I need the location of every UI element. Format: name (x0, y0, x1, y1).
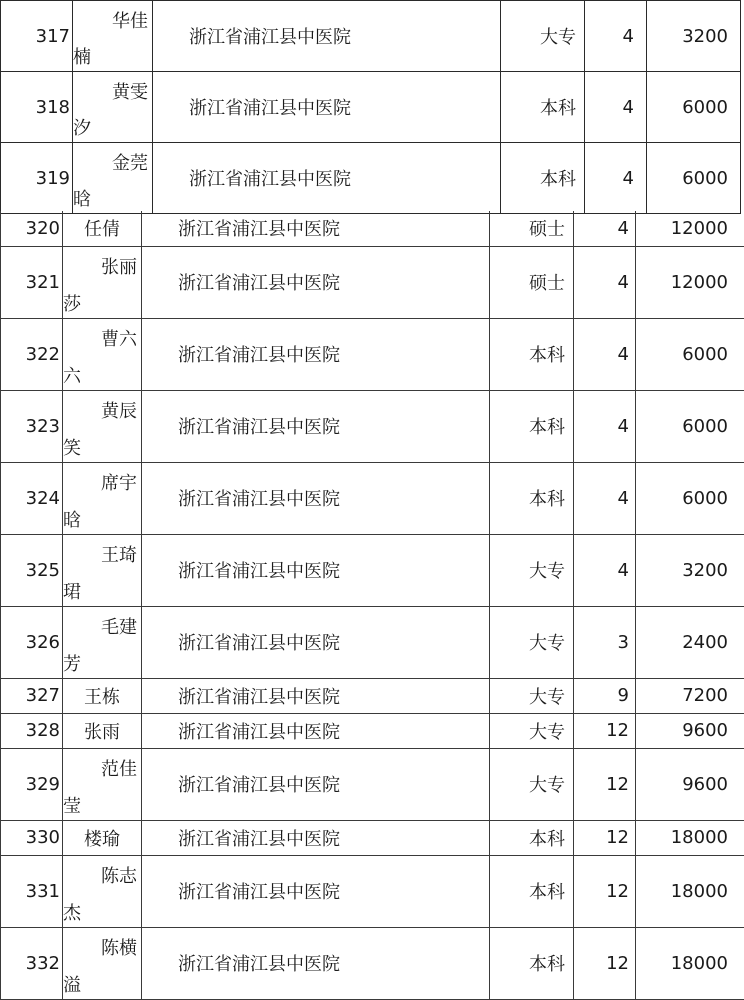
person-name (63, 713, 142, 748)
table-row (1, 534, 744, 606)
person-name (63, 318, 142, 390)
amount: 12000 (636, 246, 744, 318)
name-line-1: 席宇 (101, 469, 137, 495)
degree: 硕士 (490, 246, 574, 318)
degree: 大专 (490, 534, 574, 606)
name-line-2: 溢 (63, 971, 81, 997)
name-text: 任倩 (63, 215, 141, 241)
row-number: 320 (1, 211, 63, 246)
years: 4 (574, 246, 636, 318)
name-line-2: 芳 (63, 650, 81, 676)
row-number: 329 (1, 748, 63, 820)
amount: 3200 (647, 1, 741, 72)
years: 4 (585, 1, 647, 72)
name-text: 张雨 (63, 718, 141, 744)
degree: 本科 (490, 318, 574, 390)
name-line-1: 陈志 (101, 862, 137, 888)
person-name (73, 1, 153, 72)
organization: 浙江省浦江县中医院 (142, 318, 490, 390)
amount: 6000 (636, 462, 744, 534)
row-number: 318 (1, 72, 73, 143)
organization: 浙江省浦江县中医院 (142, 534, 490, 606)
organization: 浙江省浦江县中医院 (153, 143, 501, 214)
organization: 浙江省浦江县中医院 (142, 927, 490, 999)
person-name (63, 820, 142, 855)
organization: 浙江省浦江县中医院 (142, 246, 490, 318)
name-line-1: 华佳 (112, 7, 148, 33)
person-name (63, 246, 142, 318)
years: 4 (585, 72, 647, 143)
degree: 硕士 (490, 211, 574, 246)
years: 12 (574, 748, 636, 820)
name-line-1: 黄辰 (101, 397, 137, 423)
organization: 浙江省浦江县中医院 (142, 211, 490, 246)
organization: 浙江省浦江县中医院 (142, 606, 490, 678)
amount: 3200 (636, 534, 744, 606)
degree: 大专 (490, 748, 574, 820)
name-line-2: 楠 (73, 43, 91, 69)
table-row (1, 748, 744, 820)
years: 12 (574, 713, 636, 748)
degree: 本科 (490, 855, 574, 927)
row-number: 331 (1, 855, 63, 927)
name-line-2: 莎 (63, 290, 81, 316)
name-line-1: 范佳 (101, 755, 137, 781)
amount: 9600 (636, 713, 744, 748)
years: 9 (574, 678, 636, 713)
organization: 浙江省浦江县中医院 (142, 390, 490, 462)
years: 4 (574, 462, 636, 534)
name-line-1: 曹六 (101, 325, 137, 351)
person-name (63, 678, 142, 713)
person-name (63, 462, 142, 534)
table-row (1, 713, 744, 748)
years: 4 (574, 534, 636, 606)
years: 12 (574, 855, 636, 927)
amount: 2400 (636, 606, 744, 678)
row-number: 317 (1, 1, 73, 72)
person-name (63, 606, 142, 678)
amount: 12000 (636, 211, 744, 246)
row-number: 323 (1, 390, 63, 462)
degree: 大专 (501, 1, 585, 72)
table-row (1, 820, 744, 855)
table-row (1, 211, 744, 246)
amount: 6000 (636, 318, 744, 390)
years: 4 (574, 318, 636, 390)
organization: 浙江省浦江县中医院 (153, 72, 501, 143)
organization: 浙江省浦江县中医院 (142, 855, 490, 927)
table-row (1, 927, 744, 999)
amount: 18000 (636, 855, 744, 927)
organization: 浙江省浦江县中医院 (142, 713, 490, 748)
name-line-1: 黄雯 (112, 78, 148, 104)
name-line-2: 晗 (73, 185, 91, 211)
degree: 本科 (501, 143, 585, 214)
years: 4 (574, 390, 636, 462)
row-number: 319 (1, 143, 73, 214)
row-number: 325 (1, 534, 63, 606)
row-number: 330 (1, 820, 63, 855)
name-line-1: 王琦 (101, 541, 137, 567)
degree: 本科 (490, 820, 574, 855)
organization: 浙江省浦江县中医院 (142, 462, 490, 534)
table-top-body (1, 1, 741, 214)
row-number: 326 (1, 606, 63, 678)
row-number: 332 (1, 927, 63, 999)
row-number: 321 (1, 246, 63, 318)
name-line-2: 汐 (73, 114, 91, 140)
table-top (0, 0, 741, 214)
name-line-2: 晗 (63, 506, 81, 532)
person-name (63, 748, 142, 820)
person-name (63, 855, 142, 927)
name-line-1: 毛建 (101, 613, 137, 639)
person-name (63, 534, 142, 606)
years: 3 (574, 606, 636, 678)
table-row (1, 72, 741, 143)
table-row (1, 462, 744, 534)
name-line-1: 陈横 (101, 934, 137, 960)
name-text: 王栋 (63, 683, 141, 709)
years: 4 (585, 143, 647, 214)
row-number: 328 (1, 713, 63, 748)
degree: 大专 (490, 678, 574, 713)
table-row (1, 606, 744, 678)
amount: 9600 (636, 748, 744, 820)
name-line-2: 六 (63, 362, 81, 388)
table-row (1, 678, 744, 713)
person-name (73, 72, 153, 143)
name-line-1: 张丽 (101, 253, 137, 279)
table-row (1, 246, 744, 318)
degree: 本科 (501, 72, 585, 143)
degree: 本科 (490, 462, 574, 534)
name-line-2: 珺 (63, 578, 81, 604)
row-number: 322 (1, 318, 63, 390)
years: 4 (574, 211, 636, 246)
table-row (1, 1, 741, 72)
table-bottom (0, 211, 744, 1000)
organization: 浙江省浦江县中医院 (142, 748, 490, 820)
amount: 6000 (636, 390, 744, 462)
amount: 6000 (647, 143, 741, 214)
table-row (1, 318, 744, 390)
amount: 18000 (636, 820, 744, 855)
name-line-2: 笑 (63, 434, 81, 460)
name-line-2: 杰 (63, 899, 81, 925)
name-text: 楼瑜 (63, 825, 141, 851)
organization: 浙江省浦江县中医院 (142, 820, 490, 855)
table-row (1, 143, 741, 214)
person-name (73, 143, 153, 214)
years: 12 (574, 927, 636, 999)
amount: 6000 (647, 72, 741, 143)
name-line-2: 莹 (63, 792, 81, 818)
table-row (1, 390, 744, 462)
amount: 18000 (636, 927, 744, 999)
person-name (63, 390, 142, 462)
table-row (1, 855, 744, 927)
amount: 7200 (636, 678, 744, 713)
name-line-1: 金莞 (112, 149, 148, 175)
degree: 本科 (490, 390, 574, 462)
table-bottom-body (1, 211, 744, 999)
person-name (63, 211, 142, 246)
person-name (63, 927, 142, 999)
organization: 浙江省浦江县中医院 (153, 1, 501, 72)
row-number: 324 (1, 462, 63, 534)
years: 12 (574, 820, 636, 855)
degree: 大专 (490, 606, 574, 678)
row-number: 327 (1, 678, 63, 713)
organization: 浙江省浦江县中医院 (142, 678, 490, 713)
degree: 本科 (490, 927, 574, 999)
degree: 大专 (490, 713, 574, 748)
